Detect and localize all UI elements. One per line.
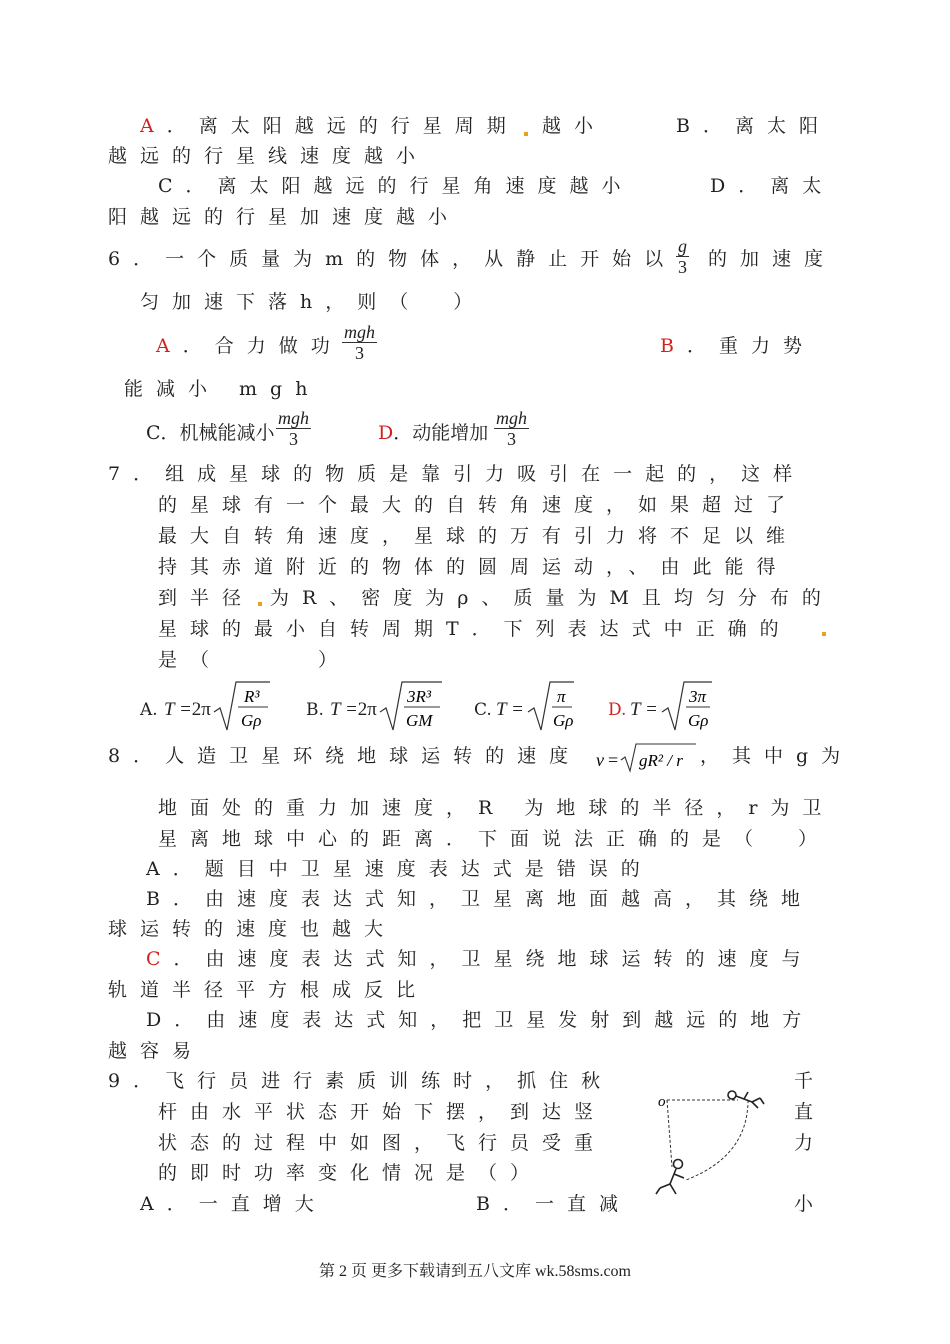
pilot-bottom-icon: [656, 1160, 684, 1195]
q5-a-letter: A: [140, 115, 167, 137]
q8-velocity-formula: [594, 740, 698, 774]
q7-option-a-label: A.: [140, 700, 158, 720]
q5-option-d-cont: 阳越远的行星加速度越小: [108, 206, 461, 228]
q8-formula-body: gR² / r: [639, 751, 683, 770]
q7-c-num: π: [557, 687, 566, 706]
pivot-label-o: o: [658, 1094, 666, 1110]
marker-dot: [822, 632, 826, 636]
q7-option-a-teq: T =2π: [164, 699, 211, 720]
q8-option-d-cont: 越容易: [108, 1040, 205, 1062]
q7-line-7: 是（ ）: [158, 649, 351, 671]
q8-stem-line3: 星离地球中心的距离．下面说法正确的是（ ）: [158, 828, 831, 850]
q5-option-b: B．离太阳: [676, 115, 831, 137]
q7-option-b-teq: T =2π: [330, 699, 377, 720]
q7-line-2: 的星球有一个最大的自转角速度，如果超过了: [158, 494, 799, 516]
q6-option-b: B．重力势: [660, 335, 815, 357]
q7-option-d-radical: [660, 678, 714, 734]
q7-option-c-label: C.: [474, 700, 492, 720]
q5-option-a: A．离太阳越远的行星周期: [140, 115, 519, 137]
q8-option-c: C．由速度表达式知，卫星绕地球运转的速度与: [146, 948, 814, 970]
q5-option-b-cont: 越远的行星线速度越小: [108, 145, 429, 167]
q6-stem-end: 的加速度: [708, 248, 837, 270]
swing-figure: [648, 1082, 778, 1212]
q6-d-fraction: mgh 3: [496, 408, 527, 449]
q7-line-3: 最大自转角速度，星球的万有引力将不足以维: [158, 525, 799, 547]
q9-line-2: 杆由水平状态开始下摆，到达竖: [158, 1101, 607, 1123]
q6-option-c: C．机械能减小: [146, 422, 275, 444]
q9-option-b-end: 小: [794, 1193, 814, 1215]
q7-d-num: 3π: [689, 687, 707, 706]
q7-line-5b: 为R、密度为ρ、质量为M且均匀分布的: [270, 587, 834, 609]
q8-option-a: A．题目中卫星速度表达式是错误的: [146, 858, 653, 880]
q7-option-c-radical: [526, 678, 576, 734]
q8-stem: 8．人造卫星环绕地球运转的速度: [108, 745, 582, 767]
swing-arc: [686, 1100, 748, 1180]
q7-option-a-radical: [212, 678, 272, 734]
q7-b-den: GM: [406, 711, 433, 730]
q8-option-b-cont: 球运转的速度也越大: [108, 918, 397, 940]
q7-line-4: 持其赤道附近的物体的圆周运动，、由此能得: [158, 556, 789, 578]
q9-line-3: 状态的过程中如图，飞行员受重: [158, 1132, 607, 1154]
q7-line-1: 7．组成星球的物质是靠引力吸引在一起的，这样: [108, 463, 806, 485]
q6-fraction-g3: $\frac{g}{3}$: [678, 236, 687, 277]
q7-b-num: 3R³: [407, 687, 431, 706]
q8-formula-v: v: [596, 750, 604, 770]
q9-line-1-end: 千: [794, 1070, 814, 1092]
page-footer: 第 2 页 更多下载请到五八文库 wk.58sms.com: [318, 1263, 631, 1280]
q9-option-b: B．一直减: [476, 1193, 631, 1215]
pilot-start-icon: [728, 1091, 764, 1108]
q9-line-4: 的即时功率变化情况是（）: [158, 1162, 543, 1184]
q6-a-fraction: mgh 3: [344, 322, 375, 363]
q8-option-c-cont: 轨道半径平方根成反比: [108, 979, 429, 1001]
q9-option-a: A．一直增大: [140, 1193, 327, 1215]
q6-option-d: D．动能增加: [378, 422, 489, 444]
vertical-rope: [667, 1100, 672, 1167]
q9-line-2-end: 直: [794, 1101, 814, 1123]
q7-option-b-label: B.: [306, 700, 324, 720]
q7-option-c-teq: T =: [496, 699, 524, 720]
q7-a-den: Gρ: [241, 711, 262, 730]
q7-line-6: 星球的最小自转周期T．下列表达式中正确的: [158, 618, 792, 640]
q9-line-1: 9．飞行员进行素质训练时，抓住秋: [108, 1070, 614, 1092]
q8-stem-end: ，其中g为: [700, 745, 854, 767]
q7-a-num: R³: [244, 687, 260, 706]
q6-stem-line2: 匀加速下落h，则（ ）: [140, 291, 486, 313]
q5-option-d: D．离太: [710, 175, 835, 197]
marker-dot: [258, 602, 262, 606]
q8-formula-eq: =: [608, 750, 619, 770]
q7-option-d-teq: T =: [630, 699, 658, 720]
q7-line-5a: 到半径: [158, 587, 255, 609]
q8-option-b: B．由速度表达式知，卫星离地面越高，其绕地: [146, 888, 813, 910]
q7-d-den: Gρ: [688, 711, 709, 730]
q6-option-a: A．合力做功: [156, 335, 343, 357]
q5-option-c: C．离太阳越远的行星角速度越小: [158, 175, 634, 197]
q8-option-d: D．由速度表达式知，把卫星发射到越远的地方: [146, 1009, 815, 1031]
q7-c-den: Gρ: [553, 711, 574, 730]
q7-option-d-label: D.: [608, 700, 627, 720]
q9-line-3-end: 力: [794, 1132, 814, 1154]
q6-option-b-cont: 能减小 mgh: [124, 378, 321, 400]
q8-stem-line2: 地面处的重力加速度，R 为地球的半径，r为卫: [158, 797, 835, 819]
marker-dot: [524, 132, 528, 136]
q5-a-text-end: 越小: [542, 115, 607, 137]
q7-option-b-radical: [378, 678, 444, 734]
q6-stem: 6．一个质量为m的物体，从静止开始以: [108, 248, 677, 270]
q6-c-fraction: mgh 3: [278, 408, 309, 449]
